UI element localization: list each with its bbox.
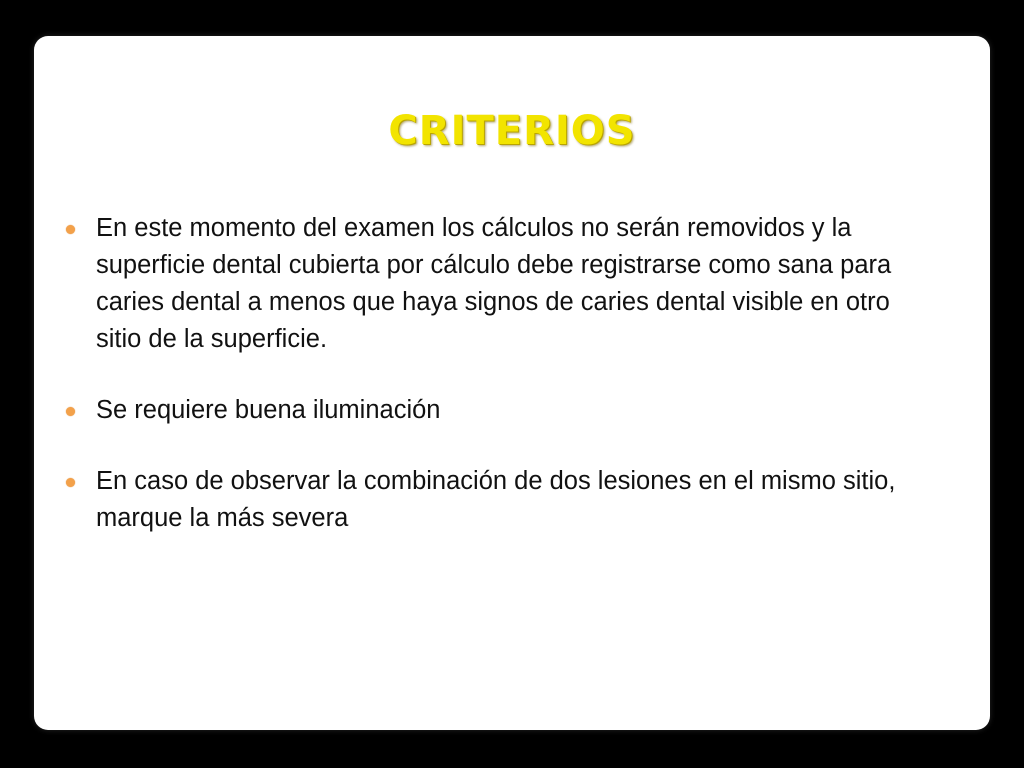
bullet-text: En caso de observar la combinación de dos lesiones en el mismo sitio, marque la más severa (96, 467, 896, 532)
bullet-text: En este momento del examen los cálculos no serán removidos y la superficie dental cubierta por cálculo debe registrarse como sana para caries dental a menos que haya signos de caries dental visible en otro sitio de la superficie. (96, 214, 892, 353)
bullet-item (66, 392, 926, 429)
bullet-dot-icon (66, 407, 75, 416)
slide-title: CRITERIOS (388, 108, 636, 154)
bullet-item (66, 210, 926, 358)
bullet-dot-icon (66, 225, 75, 234)
bullet-list (66, 210, 926, 571)
bullet-dot-icon (66, 478, 75, 487)
bullet-item (66, 463, 926, 537)
bullet-text: Se requiere buena iluminación (96, 396, 441, 424)
